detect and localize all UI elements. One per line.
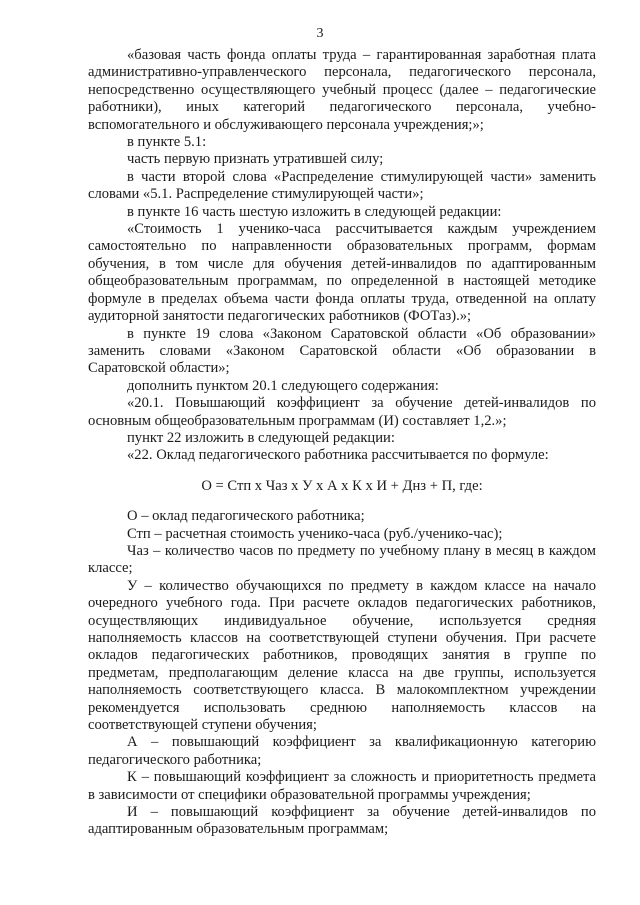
document-body [88, 47, 596, 839]
paragraph: «22. Оклад педагогического работника рассчитывается по формуле: [127, 447, 549, 464]
paragraph: «базовая часть фонда оплаты труда – гарантированная заработная плата административно-управленческого персонала, педагогического персонала, непосредственно осуществляющего учебный процесс (далее – педагогические работники), иных категорий педагогического персонала, учебно-вспомогательного и обслуживающего персонала учреждения;»; [88, 47, 596, 133]
definition-item: И – повышающий коэффициент за обучение детей-инвалидов по адаптированным образовательным программам; [88, 804, 596, 838]
definition-item: Чаз – количество часов по предмету по учебному плану в месяц в каждом классе; [88, 542, 596, 577]
definition-item: А – повышающий коэффициент за квалификационную категорию педагогического работника; [88, 734, 596, 768]
definition-item: У – количество обучающихся по предмету в каждом классе на начало очередного учебного года. При расчете окладов педагогических работников, осуществляющих индивидуальное обучение, используется средняя наполняемость классов на соответствующей ступени обучения. При расчете окладов педагогических работников, проводящих занятия в группе по предметам, предполагающим деление класса на две группы, используется наполняемость соответствующего класса. В малокомплектном учреждении рекомендуется использовать среднюю наполняемость классов на соответствующей ступени обучения; [88, 577, 596, 734]
paragraph: «20.1. Повышающий коэффициент за обучение детей-инвалидов по основным общеобразовательным программам (И) составляет 1,2.»; [88, 395, 596, 429]
paragraph: в части второй слова «Распределение стимулирующей части» заменить словами «5.1. Распределение стимулирующей части»; [88, 168, 596, 203]
paragraph: в пункте 16 часть шестую изложить в следующей редакции: [127, 203, 502, 220]
paragraph: пункт 22 изложить в следующей редакции: [127, 429, 395, 446]
paragraph: дополнить пунктом 20.1 следующего содержания: [127, 377, 439, 394]
paragraph: часть первую признать утратившей силу; [127, 151, 384, 168]
paragraph: в пункте 5.1: [127, 134, 207, 151]
page-number: 3 [316, 26, 324, 41]
definition-item: К – повышающий коэффициент за сложность и приоритетность предмета в зависимости от специфики образовательной программы учреждения; [88, 769, 596, 803]
definition-item: О – оклад педагогического работника; [127, 508, 365, 525]
salary-formula: О = Стп х Чаз х У х А х К х И + Днз + П, где: [201, 477, 483, 494]
paragraph: «Стоимость 1 ученико-часа рассчитывается каждым учреждением самостоятельно по направленности образовательных программ, формам обучения, в том числе для обучения детей-инвалидов по адаптированным общеобразовательным программам, по определенной в настоящей методике формуле в пределах объема части фонда оплаты труда, отведенной на оплату аудиторной занятости педагогических работников (ФОТаз).»; [88, 221, 596, 325]
paragraph: в пункте 19 слова «Законом Саратовской области «Об образовании» заменить словами «Законом Саратовской области «Об образовании в Саратовской области»; [88, 325, 596, 377]
definition-item: Стп – расчетная стоимость ученико-часа (руб./ученико-час); [127, 525, 503, 542]
